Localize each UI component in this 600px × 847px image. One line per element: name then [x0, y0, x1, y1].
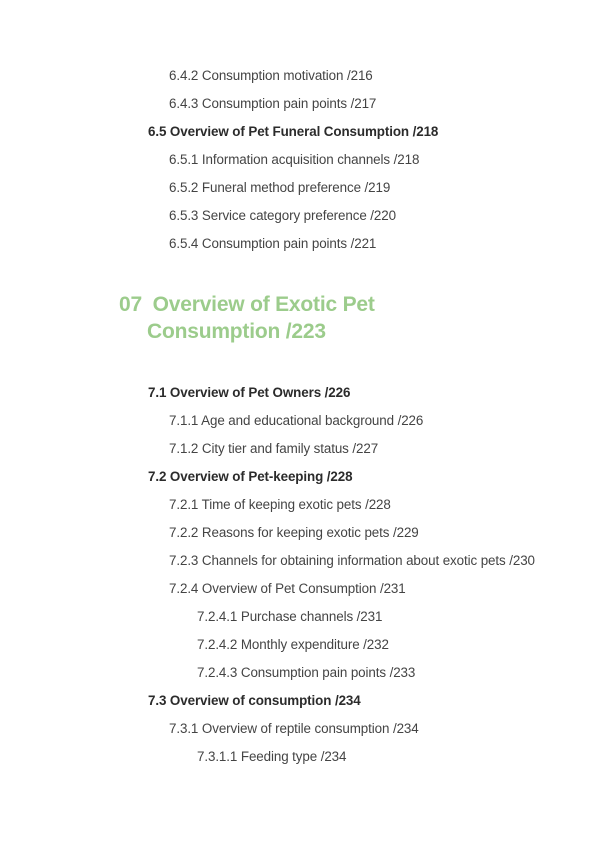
toc-entry-7-2-4-2: 7.2.4.2 Monthly expenditure /232: [197, 637, 389, 652]
chapter-number: 07: [119, 293, 142, 316]
toc-entry-6-5-4: 6.5.4 Consumption pain points /221: [169, 236, 377, 251]
toc-entry-7-3-1-1: 7.3.1.1 Feeding type /234: [197, 749, 347, 764]
toc-entry-7-2-1: 7.2.1 Time of keeping exotic pets /228: [169, 497, 391, 512]
toc-entry-6-5-3: 6.5.3 Service category preference /220: [169, 208, 396, 223]
toc-entry-6-5-1: 6.5.1 Information acquisition channels /218: [169, 152, 420, 167]
toc-entry-7-2-3: 7.2.3 Channels for obtaining information about exotic pets /230: [169, 553, 535, 568]
toc-entry-7-1-2: 7.1.2 City tier and family status /227: [169, 441, 379, 456]
toc-section-7-1: 7.1 Overview of Pet Owners /226: [148, 385, 351, 400]
toc-entry-7-2-4-1: 7.2.4.1 Purchase channels /231: [197, 609, 383, 624]
toc-entry-7-3-1: 7.3.1 Overview of reptile consumption /234: [169, 721, 419, 736]
toc-entry-7-2-2: 7.2.2 Reasons for keeping exotic pets /229: [169, 525, 419, 540]
toc-entry-7-1-1: 7.1.1 Age and educational background /226: [169, 413, 424, 428]
toc-entry-7-2-4-3: 7.2.4.3 Consumption pain points /233: [197, 665, 416, 680]
toc-section-7-3: 7.3 Overview of consumption /234: [148, 693, 361, 708]
chapter-title-line2: Consumption /223: [147, 320, 326, 343]
toc-entry-6-4-2: 6.4.2 Consumption motivation /216: [169, 68, 373, 83]
toc-entry-6-5-2: 6.5.2 Funeral method preference /219: [169, 180, 391, 195]
toc-entry-7-2-4: 7.2.4 Overview of Pet Consumption /231: [169, 581, 406, 596]
toc-section-7-2: 7.2 Overview of Pet-keeping /228: [148, 469, 353, 484]
toc-entry-6-4-3: 6.4.3 Consumption pain points /217: [169, 96, 377, 111]
chapter-heading: [119, 291, 375, 345]
chapter-title-line1: Overview of Exotic Pet: [152, 293, 375, 316]
toc-section-6-5: 6.5 Overview of Pet Funeral Consumption /218: [148, 124, 439, 139]
